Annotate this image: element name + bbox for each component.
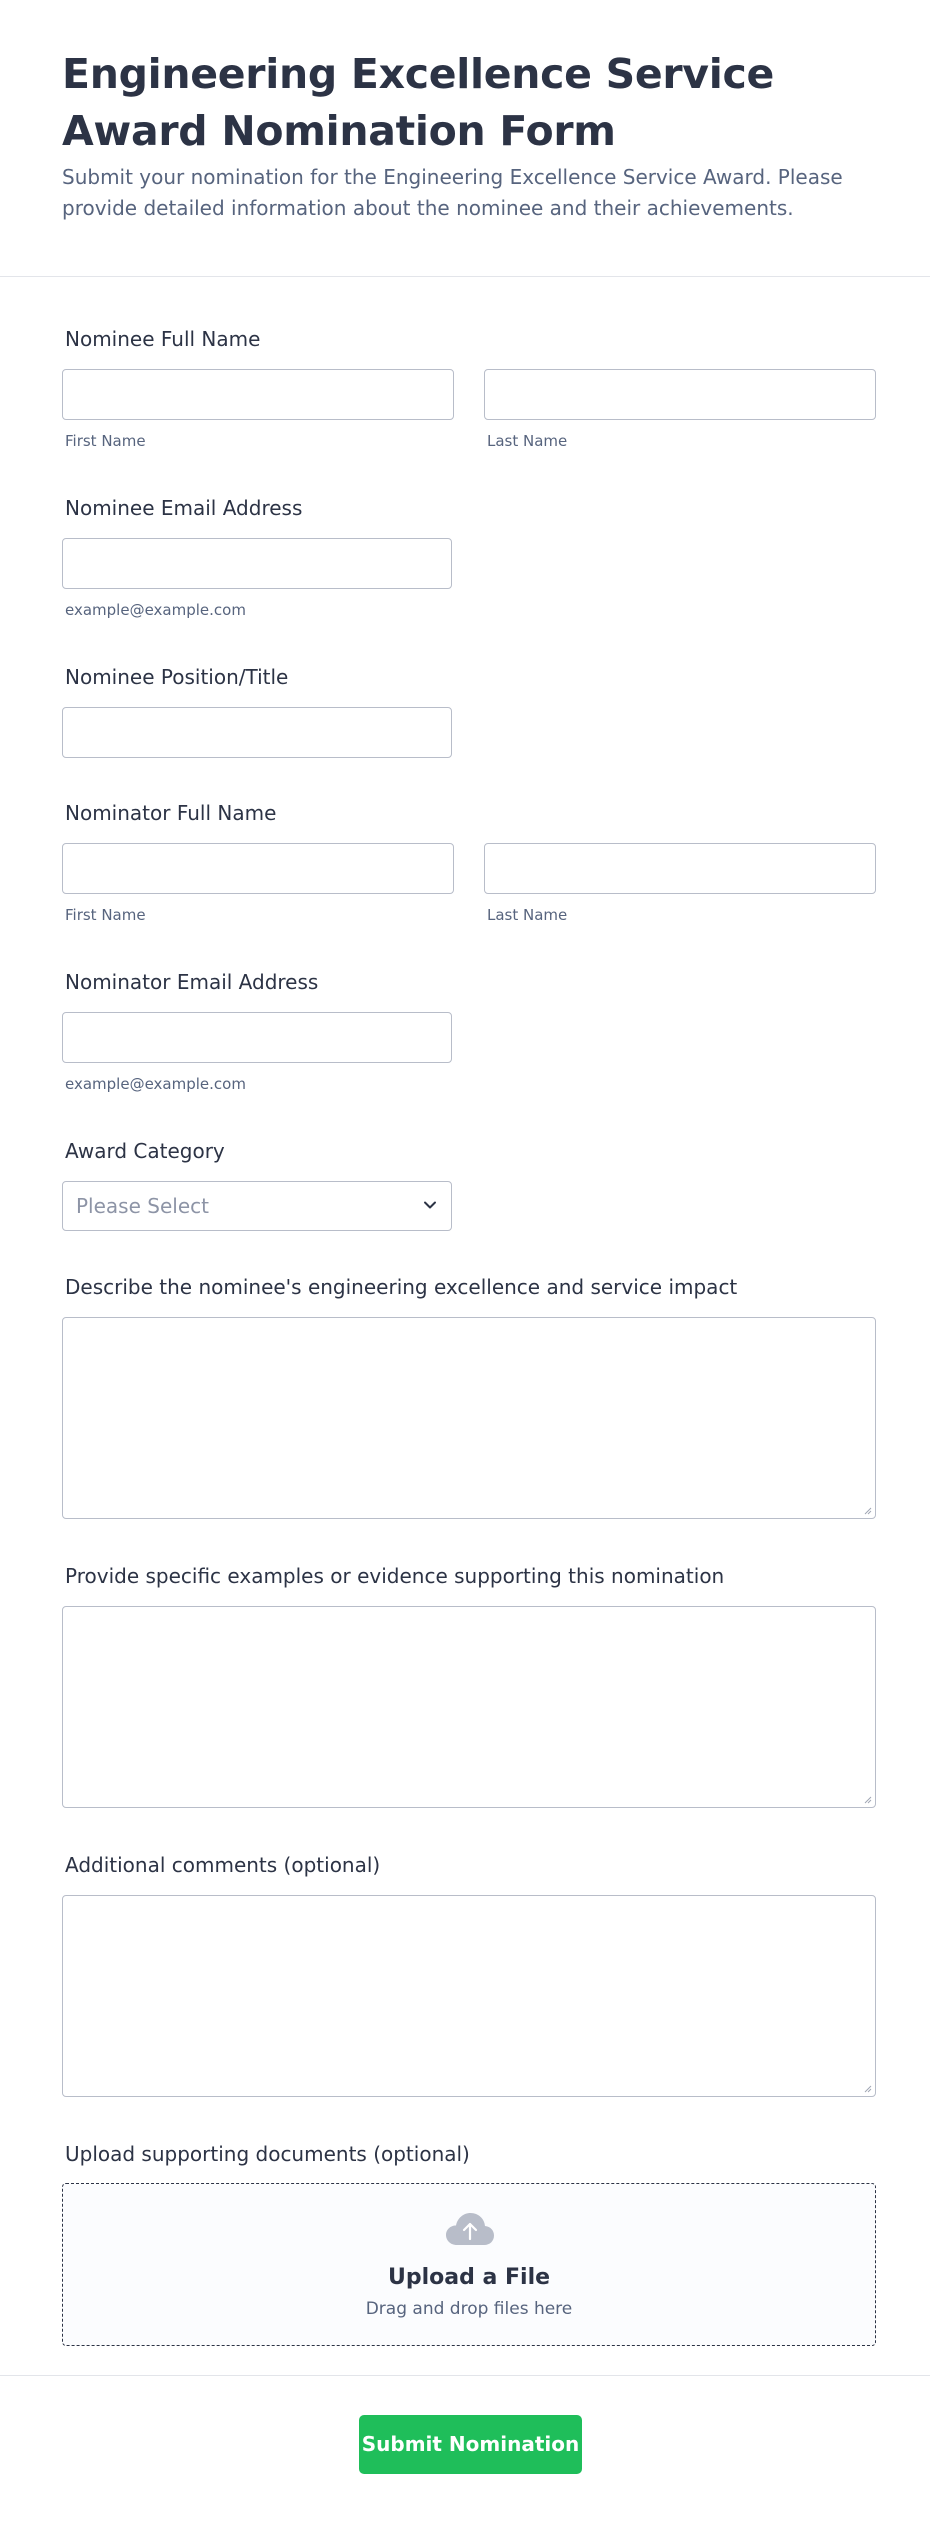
nominee-email-label: Nominee Email Address	[65, 496, 303, 520]
nominator-name-label: Nominator Full Name	[65, 801, 277, 825]
evidence-textarea[interactable]	[62, 1606, 876, 1808]
award-category-placeholder: Please Select	[76, 1194, 209, 1218]
impact-description-textarea[interactable]	[62, 1317, 876, 1519]
nominator-last-name-sublabel: Last Name	[487, 906, 568, 924]
cloud-upload-icon	[445, 2211, 495, 2247]
nominee-position-input[interactable]	[62, 707, 452, 758]
nominee-last-name-sublabel: Last Name	[487, 432, 568, 450]
nominator-first-name-input[interactable]	[62, 843, 454, 894]
resize-grip-icon[interactable]	[862, 1794, 872, 1804]
file-upload-dropzone[interactable]	[62, 2183, 876, 2346]
award-category-label: Award Category	[65, 1139, 225, 1163]
nominator-email-input[interactable]	[62, 1012, 452, 1063]
upload-title: Upload a File	[387, 2265, 551, 2290]
submit-nomination-button[interactable]: Submit Nomination	[359, 2415, 582, 2474]
nominee-name-label: Nominee Full Name	[65, 327, 261, 351]
impact-description-label: Describe the nominee's engineering excellence and service impact	[65, 1275, 738, 1299]
nominee-position-label: Nominee Position/Title	[65, 665, 289, 689]
resize-grip-icon[interactable]	[862, 2083, 872, 2093]
comments-textarea[interactable]	[62, 1895, 876, 2097]
upload-subtitle: Drag and drop files here	[365, 2299, 573, 2319]
nominator-first-name-sublabel: First Name	[65, 906, 146, 924]
nominee-email-input[interactable]	[62, 538, 452, 589]
footer-divider	[0, 2375, 930, 2376]
nominee-first-name-sublabel: First Name	[65, 432, 146, 450]
evidence-label: Provide specific examples or evidence supporting this nomination	[65, 1564, 725, 1588]
nominator-email-sublabel: example@example.com	[65, 1075, 246, 1093]
award-category-select[interactable]	[62, 1181, 452, 1231]
nominee-first-name-input[interactable]	[62, 369, 454, 420]
upload-label: Upload supporting documents (optional)	[65, 2142, 470, 2166]
resize-grip-icon[interactable]	[862, 1505, 872, 1515]
nominator-email-label: Nominator Email Address	[65, 970, 319, 994]
form-header	[0, 0, 930, 277]
form-title: Engineering Excellence Service Award Nomination Form	[62, 50, 774, 155]
comments-label: Additional comments (optional)	[65, 1853, 381, 1877]
nominator-last-name-input[interactable]	[484, 843, 876, 894]
nominee-last-name-input[interactable]	[484, 369, 876, 420]
nominee-email-sublabel: example@example.com	[65, 601, 246, 619]
form-description: Submit your nomination for the Engineering Excellence Service Award. Please provide detailed information about the nominee and their achievements.	[62, 165, 843, 220]
chevron-down-icon	[421, 1196, 439, 1214]
